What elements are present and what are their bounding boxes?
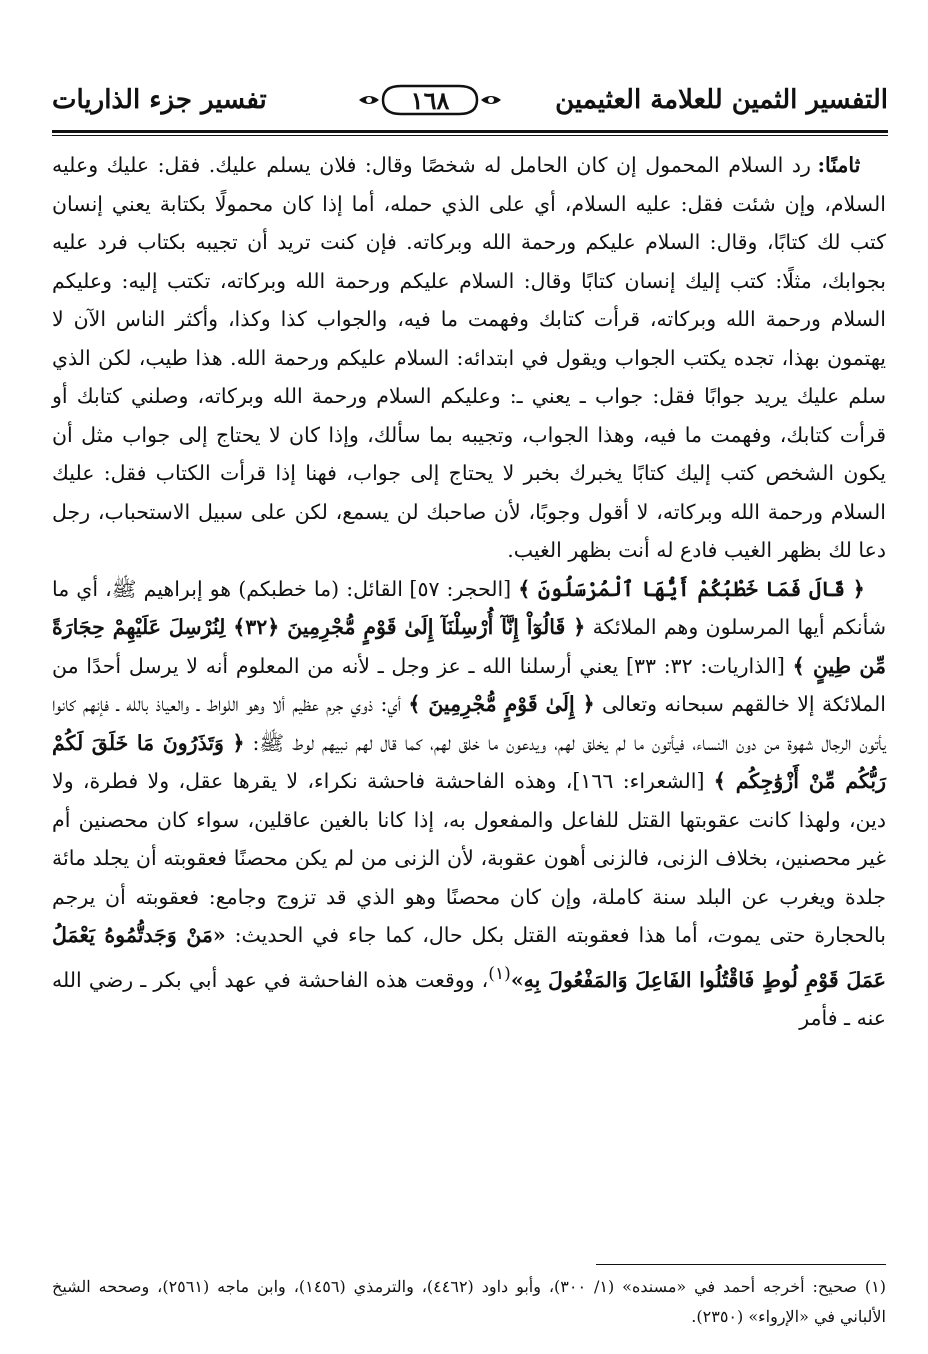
quran-verse: ﴿ وَتَذَرُونَ مَا خَلَقَ لَكُمْ رَبُّكُم مِّنْ أَزْوَٰجِكُم ﴾ — [52, 730, 886, 793]
page-number: ١٦٨ — [410, 85, 450, 115]
paragraph-2 — [52, 570, 886, 1038]
page-number-ornament — [355, 78, 505, 122]
footnote-rule — [596, 1264, 886, 1265]
header-rule-thin — [52, 135, 888, 136]
hadith-quote: «مَنْ وَجَدتُّمُوهُ يَعْمَلُ عَمَلَ قَوْمِ لُوطٍ فَاقْتُلُوا الفَاعِلَ وَالمَفْعُولَ بِهِ» — [52, 923, 886, 992]
book-title: التفسير الثمين للعلامة العثيمين — [555, 85, 888, 115]
paragraph-text: ، ووقعت هذه الفاحشة في عهد أبي بكر ـ رضي الله عنه ـ فأمر — [52, 967, 886, 1030]
main-text — [52, 146, 886, 1037]
paragraph-text: [الشعراء: ١٦٦]، وهذه الفاحشة فاحشة نكراء، لا يقرها عقل، ولا فطرة، ولا دين، ولهذا كانت عقوبتها القتل للفاعل والمفعول به، إذا كانا بالغين عاقلين، سواء كان محصنين أم غير محصنين، بخلاف الزنى، فالزنى أهون عقوبة، لأن الزنى من لم يكن محصنًا فعقوبته أن يجلد مائة جلدة ويغرب عن البلد سنة كاملة، وإن كان محصنًا وهو الذي قد تزوج وجامع: فعقوبته أن يرجم بالحجارة حتى يموت، أما هذا فعقوبته القتل بكل حال، كما جاء في الحديث: — [52, 769, 886, 947]
paragraph-text: [الذاريات: ٣٢: ٣٣] يعني أرسلنا الله ـ عز وجل ـ لأنه من المعلوم أنه لا يرسل أحدًا من الملائكة إلا خالقهم سبحانه وتعالى — [52, 653, 886, 716]
paragraph-text: رد السلام المحمول إن كان الحامل له شخصًا وقال: فلان يسلم عليك. فقل: عليك وعليه السلام، وإن شئت فقل: عليه السلام، أي على الذي حمله، أما إذا كان محمولًا بكتابة يعني إنسان كتب لك كتابًا، وقال: السلام عليكم ورحمة الله وبركاته. فإن كنت تريد أن تجيبه بكتاب فرد عليه بجوابك، مثلًا: كتب إليك إنسان كتابًا وقال: السلام عليكم ورحمة الله وبركاته، تكتب إليه: وعليكم السلام ورحمة الله وبركاته، قرأت كتابك وفهمت ما فيه، والجواب كذا وكذا، وأكثر الناس الآن لا يهتمون بهذا، تجده يكتب الجواب ويقول في ابتدائه: السلام عليكم ورحمة الله. هذا طيب، لكن الذي سلم عليك يريد جوابًا فقل: جواب ـ يعني ـ: وعليكم السلام ورحمة الله وبركاته، وصلني كتابك أو قرأت كتابك، وفهمت ما فيه، وهذا الجواب، وتجيبه بما سألك، وإذا كان لا يحتاج إلى جواب مثل أن يكون الشخص كتب إليك كتابًا يخبرك بخبر لا يحتاج إلى جواب، فهنا إذا قرأت الكتاب فقل: عليك السلام ورحمة الله وبركاته، لا أقول وجوبًا، لأن صاحبك لن يسمع، لكن على سبيل الاستحباب، رجل دعا لك بظهر الغيب فادع له أنت بظهر الغيب. — [52, 153, 886, 562]
footnote-marker: (١) — [488, 963, 511, 984]
footnote: (١) صحيح: أخرجه أحمد في «مسنده» (١/ ٣٠٠)، وأبو داود (٤٤٦٢)، والترمذي (١٤٥٦)، وابن ماجه (٢٥٦١)، وصححه الشيخ الألباني في «الإرواء» (٢٣٥٠). — [52, 1277, 886, 1326]
quran-verse: ﴿ قَالَ فَمَا خَطْبُكُمْ أَيُّهَا ٱلْمُرْسَلُونَ ﴾ — [518, 576, 865, 601]
running-header — [52, 72, 888, 128]
quran-verse: ﴿ قَالُوٓاْ إِنَّآ أُرْسِلْنَآ إِلَىٰ قَوْمٍ مُّجْرِمِينَ ﴿٣٢﴾ لِنُرْسِلَ عَلَيْهِمْ حِجَارَةً مِّن طِينٍ ﴾ — [52, 615, 886, 678]
quran-verse: ﴿ إِلَىٰ قَوْمٍ مُّجْرِمِينَ ﴾ — [408, 692, 595, 716]
header-rule — [52, 130, 888, 133]
paragraph-lead: ثامنًا: — [817, 153, 861, 177]
paragraph-1 — [52, 146, 886, 570]
paragraph-text: أي: ذوي جرم عظيم ألا وهو اللواط ـ والعياذ بالله ـ فإنهم كانوا يأتون الرجال شهوة من دون النساء، فيأتون ما لم يخلق لهم، ويدعون ما خلق لهم، كما قال لهم نبيهم لوط ﷺ: — [52, 692, 886, 755]
paragraph-text: [الحجر: ٥٧] القائل: (ما خطبكم) هو إبراهيم ﷺ، أي ما شأنكم أيها المرسلون وهم الملائكة — [52, 576, 886, 639]
section-title: تفسير جزء الذاريات — [52, 85, 267, 115]
